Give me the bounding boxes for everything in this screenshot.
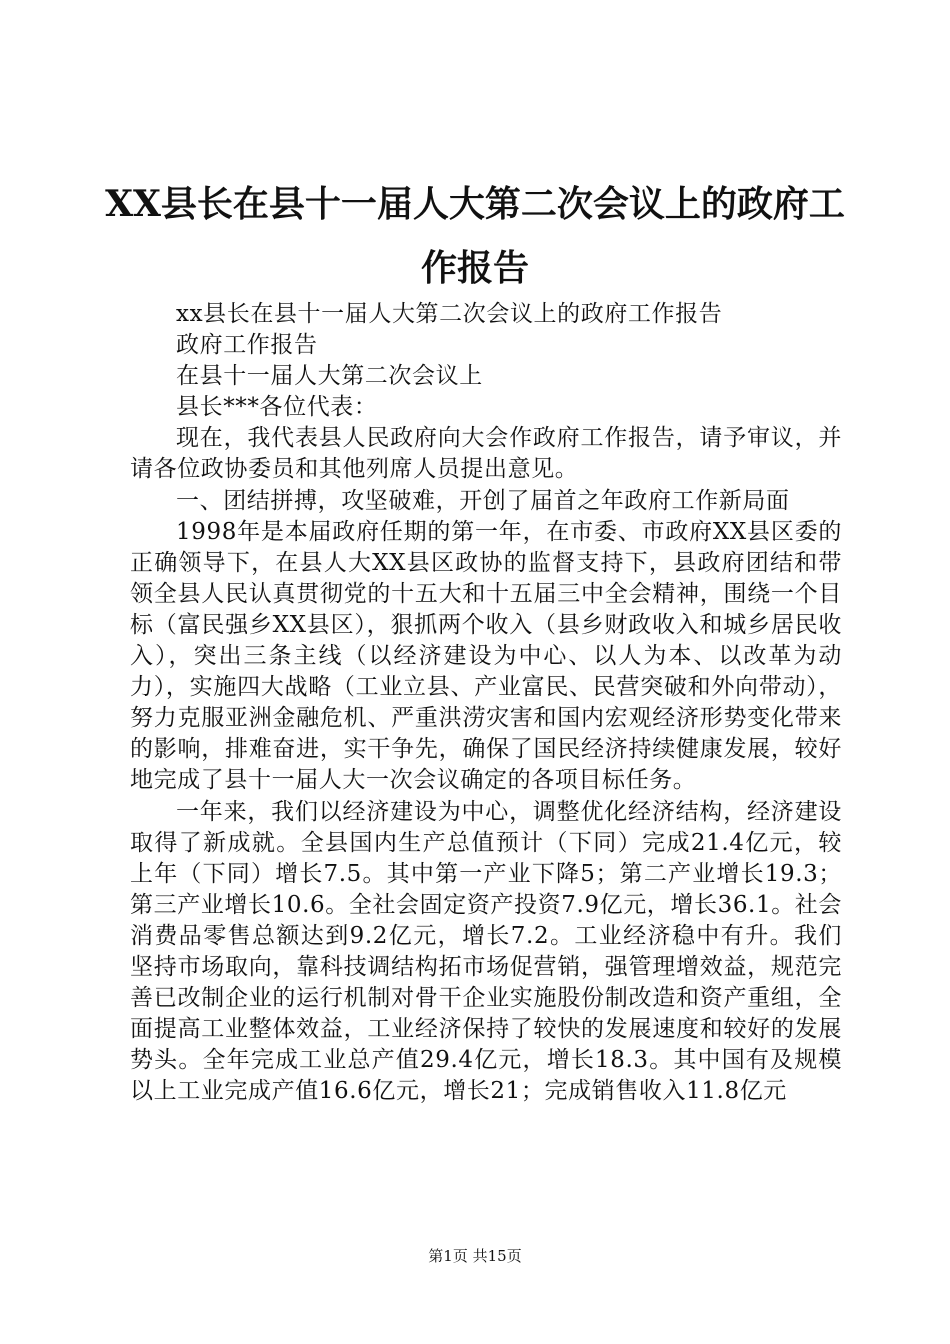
document-title: XX县长在县十一届人大第二次会议上的政府工作报告 bbox=[105, 183, 845, 289]
paragraph-salutation: 县长***各位代表： bbox=[176, 394, 378, 421]
document-body bbox=[130, 299, 842, 1107]
paragraph-1998-review: 1998年是本届政府任期的第一年，在市委、市政府XX县区委的正确领导下，在县人大XX县区政协的监督支持下，县政府团结和带领全县人民认真贯彻党的十五大和十五届三中全会精神，围绕一个目标（富民强乡XX县区），狠抓两个收入（县乡财政收入和城乡居民收入），突出三条主线（以经济建设为中心、以人为本、以改革为动力），实施四大战略（工业立县、产业富民、民营突破和外向带动），努力克服亚洲金融危机、严重洪涝灾害和国内宏观经济形势变化带来的影响，排难奋进，实干争先，确保了国民经济持续健康发展，较好地完成了县十一届人大一次会议确定的各项目标任务。 bbox=[130, 518, 842, 794]
page-footer: 第1页 共15页 bbox=[428, 1247, 522, 1265]
paragraph-economy: 一年来，我们以经济建设为中心，调整优化经济结构，经济建设取得了新成就。全县国内生产总值预计（下同）完成21.4亿元，较上年（下同）增长7.5。其中第一产业下降5；第二产业增长19.3；第三产业增长10.6。全社会固定资产投资7.9亿元，增长36.1。社会消费品零售总额达到9.2亿元，增长7.2。工业经济稳中有升。我们坚持市场取向，靠科技调结构拓市场促营销，强管理增效益，规范完善已改制企业的运行机制对骨干企业实施股份制改造和资产重组，全面提高工业整体效益，工业经济保持了较快的发展速度和较好的发展势头。全年完成工业总产值29.4亿元，增长18.3。其中国有及规模以上工业完成产值16.6亿元，增长21；完成销售收入11.8亿元 bbox=[130, 798, 842, 1105]
paragraph-intro: 现在，我代表县人民政府向大会作政府工作报告，请予审议，并请各位政协委员和其他列席人员提出意见。 bbox=[130, 425, 842, 483]
paragraph-subtitle: xx县长在县十一届人大第二次会议上的政府工作报告 bbox=[176, 301, 723, 327]
paragraph-meeting: 在县十一届人大第二次会议上 bbox=[176, 363, 483, 390]
section-heading-1: 一、团结拼搏，攻坚破难，开创了届首之年政府工作新局面 bbox=[176, 487, 790, 514]
paragraph-report-name: 政府工作报告 bbox=[176, 332, 318, 359]
